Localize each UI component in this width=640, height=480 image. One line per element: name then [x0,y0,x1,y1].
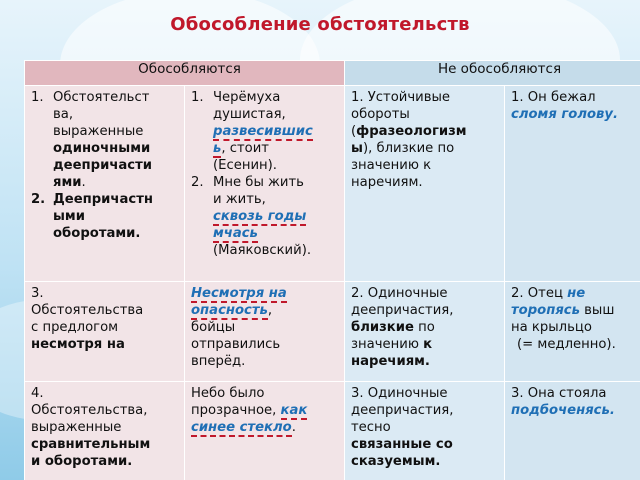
example-cell: Небо было прозрачное, как синее стекло. [185,382,345,480]
example-cell: 3. Она стояла подбоченясь. [505,382,640,480]
rule-cell: 1. Устойчивые обороты (фразеологизм ы), близкие по значению к наречиям. [345,86,505,282]
page-title: Обособление обстоятельств [170,14,470,35]
header-not-separated: Не обособляются [345,61,640,86]
rule-cell: 2. Одиночные деепричастия, близкие по значению к наречиям. [345,282,505,382]
table-row [25,86,640,282]
header-separated: Обособляются [25,61,345,86]
rule-cell [25,86,185,282]
rule-cell: 3. Обстоятельства с предлогом несмотря на [25,282,185,382]
rule-cell: 4. Обстоятельства, выраженные сравнительным и оборотами. [25,382,185,480]
table-row [25,382,640,480]
table-header-row [25,61,640,86]
rules-table [24,60,640,480]
example-cell: 2. Отец не торопясь выш на крыльцо (= медленно). [505,282,640,382]
list-item: 2. Мне бы жить и жить, сквозь годы мчась (Маяковский). [191,175,312,258]
rule-cell: 3. Одиночные деепричастия, тесно связанные со сказуемым. [345,382,505,480]
list-item: 2. Деепричастн ыми оборотами. [31,192,153,241]
example-cell [185,86,345,282]
table-row [25,282,640,382]
list-item: 1. Черёмуха душистая, развесившис ь, стоит (Есенин). [191,90,313,173]
example-cell: 1. Он бежал сломя голову. [505,86,640,282]
example-cell: Несмотря на опасность, бойцы отправились вперёд. [185,282,345,382]
list-item: 1. Обстоятельст ва, выраженные одиночными деепричасти ями. [31,90,152,190]
